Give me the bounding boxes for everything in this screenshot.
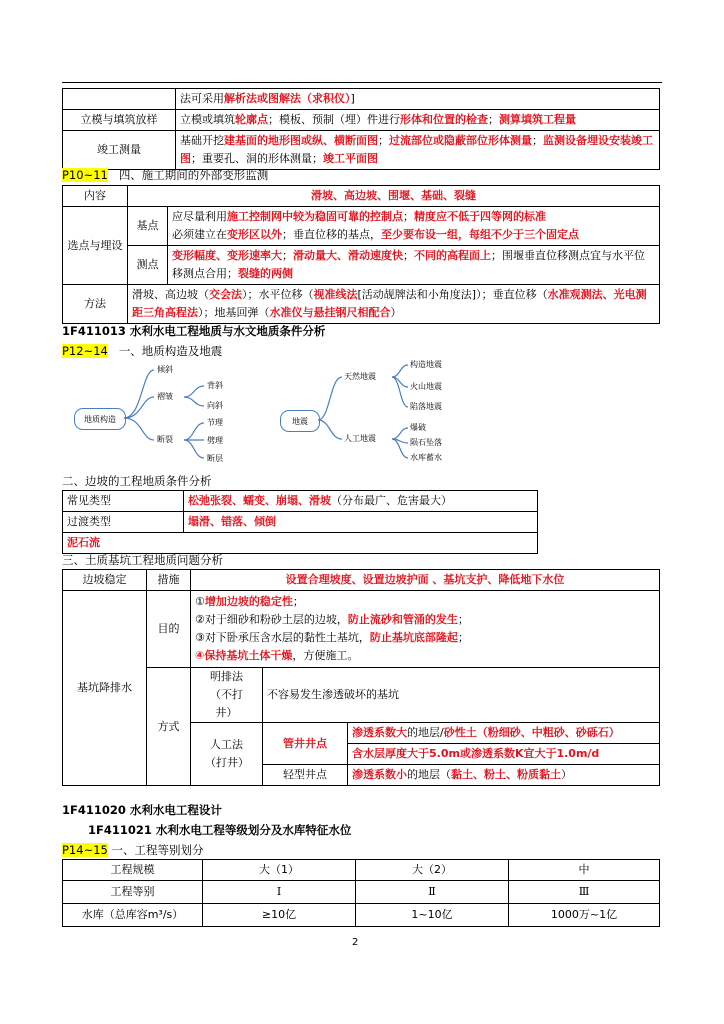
mindmap-node: 褶皱 bbox=[157, 392, 173, 401]
page-number: 2 bbox=[352, 937, 359, 948]
table-row: 基坑降排水 目的 ①增加边坡的稳定性； ②对于细砂和粉砂土层的边坡，防止流砂和管涌的发生； ③对下卧承压含水层的黏性土基坑，防止基坑底部隆起； ④保持基坑土体干燥，方便施工。 bbox=[63, 591, 660, 668]
table-row: 内容 滑坡、高边坡、围堰、基础、裂缝 bbox=[63, 186, 660, 207]
table-row: 立模与填筑放样 立模或填筑轮廓点；模板、预制（埋）件进行形体和位置的检查；测算填筑工程量 bbox=[63, 110, 660, 131]
table-row: 方式 明排法（不打井） 不容易发生渗透破坏的基坑 bbox=[63, 668, 660, 723]
deformation-monitoring-table bbox=[62, 185, 660, 324]
mindmap-node: 人工地震 bbox=[344, 434, 376, 443]
table-row: 含水层厚度大于5.0m或渗透系数K宜大于1.0m/d bbox=[63, 744, 660, 765]
row-label: 竣工测量 bbox=[63, 131, 176, 170]
table-row: 泥石流 bbox=[63, 533, 538, 554]
slope-types-table bbox=[62, 490, 538, 554]
table-row: 竣工测量 基础开挖建基面的地形图或纵、横断面图；过流部位或隐蔽部位形体测量；监测设备埋设安装竣工图；重要孔、洞的形体测量；竣工平面图 bbox=[63, 131, 660, 170]
header-rule bbox=[62, 82, 662, 83]
table-row: 轻型井点 渗透系数小的地层（黏土、粉土、粉质黏土） bbox=[63, 765, 660, 786]
section-heading: P10~11 四、施工期间的外部变形监测 bbox=[62, 168, 269, 182]
section-heading: 1F411013 水利水电工程地质与水文地质条件分析 bbox=[62, 324, 326, 338]
project-grade-table bbox=[62, 859, 660, 927]
mindmap-node: 背斜 bbox=[207, 381, 223, 390]
table-row: 常见类型 松弛张裂、蠕变、崩塌、滑坡（分布最广、危害最大） bbox=[63, 491, 538, 512]
row-label: 立模与填筑放样 bbox=[63, 110, 176, 131]
section-heading: P12~14 一、地质构造及地震 bbox=[62, 344, 223, 358]
section-heading: P14~15 一、工程等别划分 bbox=[62, 843, 204, 857]
mindmap-node: 陨石坠落 bbox=[410, 438, 442, 447]
mindmap-node: 陷落地震 bbox=[410, 402, 442, 411]
mindmap-node: 断裂 bbox=[157, 435, 173, 444]
section-heading: 1F411020 水利水电工程设计 bbox=[62, 803, 222, 817]
mindmap-node: 劈理 bbox=[207, 436, 223, 445]
table-row: 方法 滑坡、高边坡（交会法）；水平位移（视准线法[活动觇牌法和小角度法]）；垂直位移（水准观测法、光电测距三角高程法）；地基回弹（水准仪与悬挂钢尺相配合） bbox=[63, 285, 660, 324]
table-row: 测点 变形幅度、变形速率大；滑动量大、滑动速度快；不同的高程面上；围堰垂直位移测点宜与水平位移测点合用；裂缝的两侧 bbox=[63, 246, 660, 285]
section-heading: 1F411021 水利水电工程等级划分及水库特征水位 bbox=[88, 823, 352, 837]
mindmap-node: 断层 bbox=[207, 454, 223, 463]
mindmap-node: 火山地震 bbox=[410, 382, 442, 391]
mindmap-root-earthquake: 地震 bbox=[280, 410, 320, 432]
table-row: 水库（总库容m³/s） ≥10亿 1~10亿 1000万~1亿 bbox=[63, 904, 660, 927]
table-row: 过渡类型 塌滑、错落、倾倒 bbox=[63, 512, 538, 533]
table-row: 工程等别 Ⅰ Ⅱ Ⅲ bbox=[63, 881, 660, 904]
mindmap-root-geology: 地质构造 bbox=[74, 408, 126, 430]
table-row: 边坡稳定 措施 设置合理坡度、设置边坡护面 、基坑支护、降低地下水位 bbox=[63, 570, 660, 591]
mindmap-node: 构造地震 bbox=[410, 360, 442, 369]
mindmap-node: 倾斜 bbox=[157, 365, 173, 374]
foundation-pit-table bbox=[62, 569, 660, 786]
mindmap-node: 天然地震 bbox=[344, 372, 376, 381]
mindmap-node: 爆破 bbox=[410, 423, 426, 432]
table-row: 人工法（打井） 管井井点 渗透系数大的地层/砂性土（粉细砂、中粗砂、砂砾石） bbox=[63, 723, 660, 744]
mindmap-node: 向斜 bbox=[207, 401, 223, 410]
table-row: 选点与埋设 基点 应尽量利用施工控制网中较为稳固可靠的控制点；精度应不低于四等网的标准 必须建立在变形区以外；垂直位移的基点，至少要布设一组，每组不少于三个固定点 bbox=[63, 207, 660, 246]
survey-table bbox=[62, 88, 660, 170]
mindmap-node: 节理 bbox=[207, 418, 223, 427]
table-row: 工程规模 大（1） 大（2） 中 bbox=[63, 860, 660, 881]
table-row: 法可采用解析法或图解法（求积仪）] bbox=[63, 89, 660, 110]
section-heading: 二、边坡的工程地质条件分析 bbox=[62, 474, 212, 488]
section-heading: 三、土质基坑工程地质问题分析 bbox=[62, 553, 223, 567]
mindmap-node: 水库蓄水 bbox=[410, 453, 442, 462]
